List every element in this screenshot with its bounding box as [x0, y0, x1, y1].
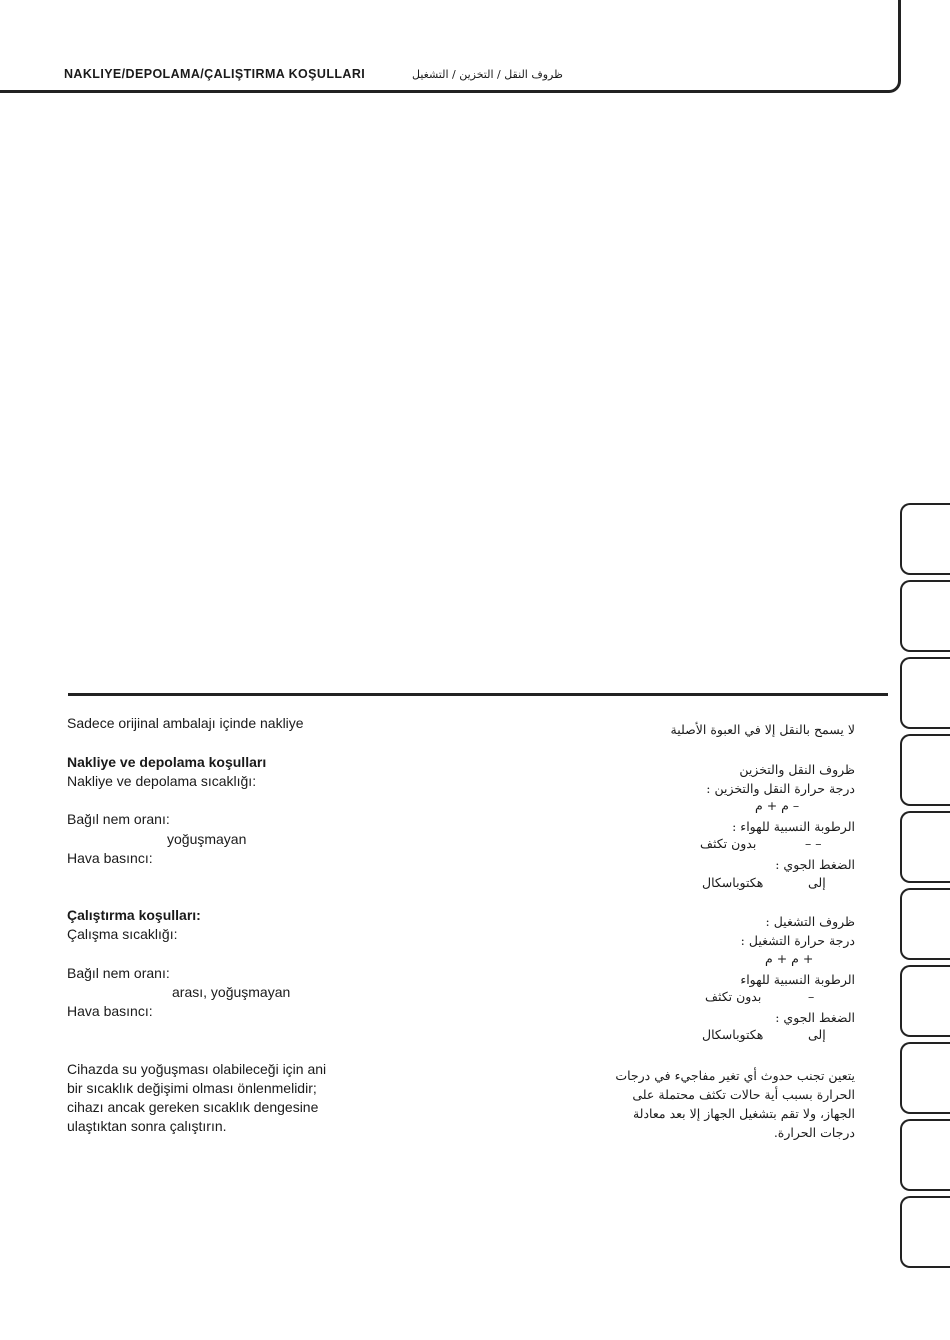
- section-tab-6[interactable]: [900, 888, 950, 960]
- storage-heading: [67, 753, 266, 772]
- section-tab-1[interactable]: [900, 503, 950, 575]
- warning-line: cihazı ancak gereken sıcaklık dengesine: [67, 1099, 319, 1115]
- section-divider: [68, 693, 888, 696]
- operating-temp-label: Çalışma sıcaklığı:: [67, 926, 178, 942]
- warning-paragraph: [67, 1060, 326, 1136]
- operating-humidity-label-arabic: الرطوبة النسبية للهواء: [740, 972, 855, 987]
- warning-line-arabic: يتعين تجنب حدوث أي تغير مفاجيء في درجات: [615, 1068, 855, 1083]
- storage-humidity-value-arabic: بدون تكثف: [700, 836, 757, 851]
- transport-note-arabic: لا يسمح بالنقل إلا في العبوة الأصلية: [670, 722, 855, 737]
- storage-pressure-label: Hava basıncı:: [67, 850, 153, 866]
- operating-heading-text: Çalıştırma koşulları:: [67, 907, 201, 923]
- operating-pressure-label-arabic: الضغط الجوي :: [775, 1010, 855, 1025]
- operating-pressure-label: Hava basıncı:: [67, 1003, 153, 1019]
- warning-line-arabic: الجهاز، ولا تقم بتشغيل الجهاز إلا بعد معادلة: [632, 1106, 855, 1121]
- operating-temp-symbols-arabic: + م + م: [765, 951, 814, 966]
- storage-humidity-value: yoğuşmayan: [167, 831, 247, 847]
- storage-humidity-label: Bağıl nem oranı:: [67, 811, 170, 827]
- section-tab-2[interactable]: [900, 580, 950, 652]
- operating-humidity-value-arabic: بدون تكثف: [705, 989, 762, 1004]
- warning-line-arabic: الحرارة بسبب أية حالات تكثف محتملة على: [632, 1087, 855, 1102]
- storage-pressure-to-arabic: إلى: [808, 875, 826, 890]
- storage-temp-label: Nakliye ve depolama sıcaklığı:: [67, 773, 257, 789]
- storage-humidity-dashes-arabic: – –: [805, 836, 822, 851]
- warning-line: Cihazda su yoğuşması olabileceği için ani: [67, 1061, 327, 1077]
- operating-pressure-unit-arabic: هكتوباسكال: [702, 1027, 764, 1042]
- warning-line: ulaştıktan sonra çalıştırın.: [67, 1118, 227, 1134]
- section-tab-9[interactable]: [900, 1119, 950, 1191]
- storage-temp-symbols-arabic: – م + م: [755, 798, 800, 813]
- transport-note: Sadece orijinal ambalajı içinde nakliye: [67, 715, 304, 731]
- warning-line-arabic: درجات الحرارة.: [773, 1125, 855, 1140]
- page-title-arabic: ظروف النقل / التخزين / التشغيل: [412, 68, 563, 81]
- operating-temp-label-arabic: درجة حرارة التشغيل :: [740, 933, 855, 948]
- operating-heading-arabic: ظروف التشغيل :: [765, 914, 855, 929]
- warning-line: bir sıcaklık değişimi olması önlenmelidir;: [67, 1080, 317, 1096]
- warning-paragraph-arabic: [615, 1066, 855, 1142]
- operating-heading: [67, 906, 201, 925]
- section-tab-10[interactable]: [900, 1196, 950, 1268]
- storage-heading-arabic: ظروف النقل والتخزين: [739, 762, 855, 777]
- section-tab-7[interactable]: [900, 965, 950, 1037]
- page-title: NAKLIYE/DEPOLAMA/ÇALIŞTIRMA KOŞULLARI: [64, 67, 366, 81]
- operating-humidity-value: arası, yoğuşmayan: [172, 984, 291, 1000]
- section-tab-8[interactable]: [900, 1042, 950, 1114]
- storage-heading-text: Nakliye ve depolama koşulları: [67, 754, 267, 770]
- section-tab-5[interactable]: [900, 811, 950, 883]
- storage-pressure-unit-arabic: هكتوباسكال: [702, 875, 764, 890]
- storage-temp-label-arabic: درجة حرارة النقل والتخزين :: [706, 781, 855, 796]
- section-tab-3[interactable]: [900, 657, 950, 729]
- storage-humidity-label-arabic: الرطوبة النسبية للهواء :: [732, 819, 855, 834]
- storage-pressure-label-arabic: الضغط الجوي :: [775, 857, 855, 872]
- operating-humidity-dash-arabic: –: [808, 989, 815, 1004]
- operating-humidity-label: Bağıl nem oranı:: [67, 965, 170, 981]
- operating-pressure-to-arabic: إلى: [808, 1027, 826, 1042]
- section-tab-4[interactable]: [900, 734, 950, 806]
